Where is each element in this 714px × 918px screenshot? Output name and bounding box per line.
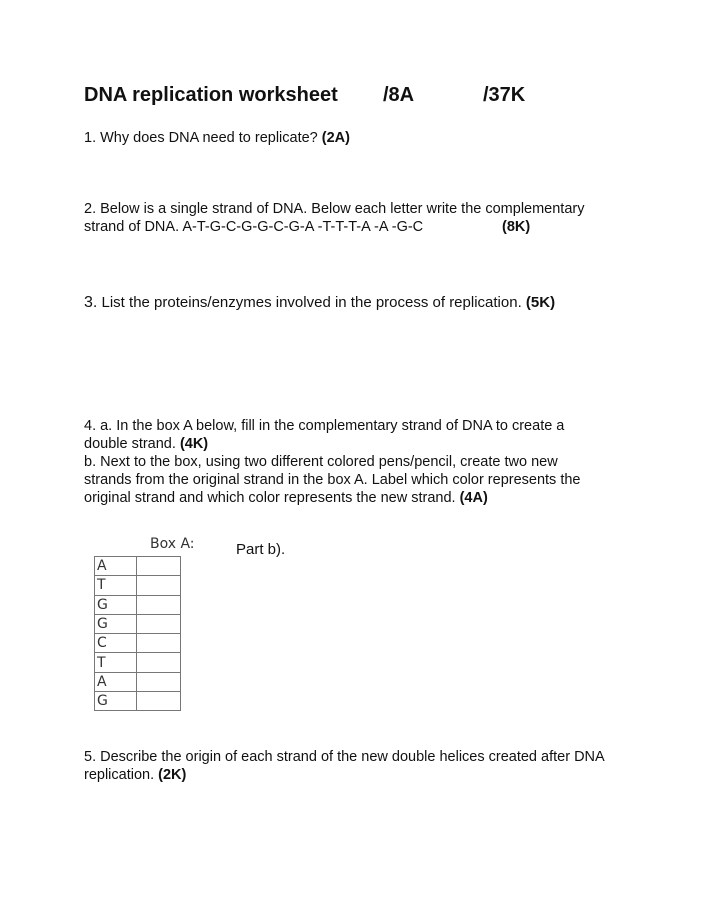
- question-3-number: 3.: [84, 294, 98, 311]
- question-5-line-1: 5. Describe the origin of each strand of the new double helices created after DNA: [84, 749, 605, 765]
- question-2-line-2: strand of DNA. A-T-G-C-G-G-C-G-A -T-T-T-A -A -G-C: [84, 219, 424, 235]
- question-2-line-1: 2. Below is a single strand of DNA. Below each letter write the complementary: [84, 201, 585, 217]
- question-1: [84, 129, 644, 147]
- complement-cell[interactable]: [137, 672, 181, 691]
- question-4a-line-1: 4. a. In the box A below, fill in the complementary strand of DNA to create a: [84, 418, 565, 434]
- box-a-row: [95, 595, 181, 614]
- box-a-row: [95, 653, 181, 672]
- box-a-row: [95, 557, 181, 576]
- question-3: [84, 294, 644, 312]
- question-4b-line-3: original strand and which color represents the new strand.: [84, 490, 460, 506]
- box-a-row: [95, 614, 181, 633]
- box-a-row: [95, 672, 181, 691]
- box-a-row: [95, 634, 181, 653]
- question-5: [84, 748, 644, 784]
- score-a: /8A: [383, 84, 415, 106]
- title-text: DNA replication worksheet: [84, 84, 338, 106]
- complement-cell[interactable]: [137, 595, 181, 614]
- base-cell: C: [95, 634, 137, 653]
- complement-cell[interactable]: [137, 634, 181, 653]
- base-cell: G: [95, 692, 137, 711]
- score-k: /37K: [483, 84, 526, 106]
- complement-cell[interactable]: [137, 692, 181, 711]
- question-4a-marks: (4K): [179, 436, 209, 452]
- base-cell: G: [95, 595, 137, 614]
- question-4b-line-1: b. Next to the box, using two different colored pens/pencil, create two new: [84, 454, 558, 470]
- part-b-label: Part b).: [236, 541, 286, 558]
- box-a: [86, 534, 226, 730]
- base-cell: G: [95, 614, 137, 633]
- box-a-label: Box A:: [150, 536, 195, 552]
- question-2-marks: (8K): [502, 219, 531, 235]
- complement-cell[interactable]: [137, 614, 181, 633]
- base-cell: T: [95, 653, 137, 672]
- question-3-marks: (5K): [525, 294, 556, 311]
- base-cell: A: [95, 557, 137, 576]
- worksheet-title: [84, 84, 526, 107]
- question-5-line-2: replication.: [84, 767, 159, 783]
- box-a-row: [95, 692, 181, 711]
- question-4b-line-2: strands from the original strand in the box A. Label which color represents the: [84, 472, 581, 488]
- question-4: [84, 417, 644, 507]
- question-4b-marks: (4A): [459, 490, 488, 506]
- question-1-text: 1. Why does DNA need to replicate?: [84, 130, 322, 146]
- box-a-table: [94, 556, 181, 711]
- question-4a-line-2: double strand.: [84, 436, 180, 452]
- box-a-row: [95, 576, 181, 595]
- base-cell: A: [95, 672, 137, 691]
- question-1-marks: (2A): [321, 130, 350, 146]
- question-2: [84, 200, 644, 236]
- complement-cell[interactable]: [137, 557, 181, 576]
- complement-cell[interactable]: [137, 576, 181, 595]
- question-5-marks: (2K): [158, 767, 187, 783]
- base-cell: T: [95, 576, 137, 595]
- complement-cell[interactable]: [137, 653, 181, 672]
- question-3-text: List the proteins/enzymes involved in the process of replication.: [97, 294, 526, 311]
